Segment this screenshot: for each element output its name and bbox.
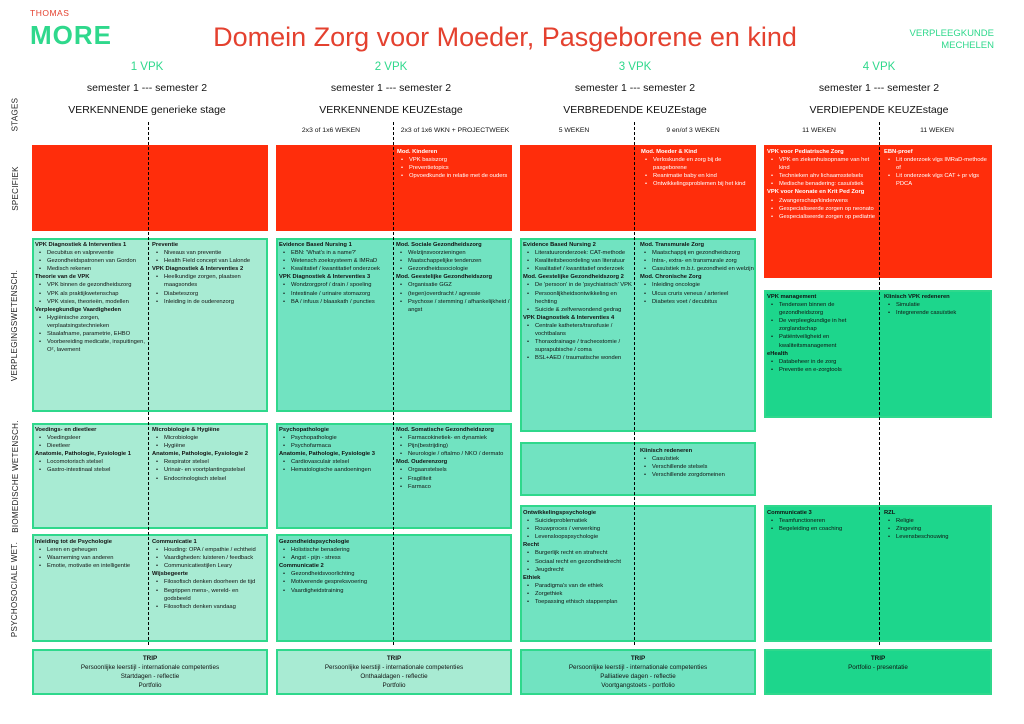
- course-topic-list: [152, 458, 266, 482]
- course-topic-list: [640, 281, 754, 305]
- course-heading: Communicatie 3: [767, 510, 812, 516]
- col-weeks-3-right: 9 en/of 3 WEKEN: [666, 127, 720, 134]
- col-weeks-4-left: 11 WEKEN: [802, 127, 836, 134]
- course-topic-list: [767, 156, 881, 188]
- course-heading: VPK Diagnostiek & Interventies 3: [279, 274, 371, 281]
- course-topic: • VPK basiszorg: [397, 156, 510, 164]
- course-topic: • Wetensch zoeksysteem & IMRaD: [279, 257, 392, 265]
- section-verpleging-c2r: [396, 241, 510, 314]
- course-heading: Gezondheidspsychologie: [279, 539, 350, 545]
- course-topic: • Patiëntveiligheid en kwaliteitsmanagement: [767, 333, 880, 349]
- course-heading: Wijsbegeerte: [152, 571, 189, 578]
- course-topic: • Verschillende zorgdomeinen: [640, 471, 754, 479]
- course-topic: • Emotie, motivatie en intelligentie: [35, 562, 148, 570]
- specifiek-box-1: [32, 145, 268, 231]
- trip-box-1: [32, 649, 268, 695]
- section-specifiek-c4r: [884, 148, 990, 188]
- course-topic: • Diabetes voet / decubitus: [640, 298, 754, 306]
- course-topic: • Medische benadering: casuïstiek: [767, 180, 881, 188]
- course-heading: Mod. Kinderen: [397, 149, 438, 155]
- col-weeks-2-right: 2x3 of 1x6 WKN + PROJECTWEEK: [400, 127, 510, 134]
- course-topic: • Religie: [884, 517, 990, 525]
- course-topic: • Tendensen binnen de gezondheidszorg: [767, 301, 880, 317]
- course-topic: • Farmaco: [396, 483, 510, 491]
- course-heading: VPK management: [767, 294, 817, 300]
- course-topic: • Gespecialiseerde zorgen op pediatrie: [767, 213, 881, 221]
- course-topic: • BSL+AED / traumatische wonden: [523, 354, 636, 362]
- col-semester-2: semester 1 --- semester 2: [330, 82, 452, 94]
- course-topic: • Maatschappij en gezondheidszorg: [640, 249, 754, 257]
- section-psychosociaal-c2l: [279, 538, 392, 595]
- course-heading: Mod. Moeder & Kind: [641, 149, 698, 155]
- course-topic-list: [640, 249, 754, 273]
- course-topic-list: [523, 322, 636, 362]
- course-topic-list: [396, 281, 510, 313]
- section-biomedisch-c1l: [35, 426, 148, 475]
- logo-big-text: MORE: [30, 20, 112, 50]
- course-topic: • Ontwikkelingsproblemen bij het kind: [641, 180, 754, 188]
- section-verpleging-c3l: [523, 241, 636, 362]
- course-topic: • Endocrinologisch stelsel: [152, 475, 266, 483]
- trip-title-2: TRIP: [386, 655, 402, 662]
- course-topic: • Psychofarmaca: [279, 442, 392, 450]
- course-topic-list: [884, 156, 990, 188]
- row-label-psychosociaal: PSYCHOSOCIALE WET.: [10, 541, 20, 637]
- col-weeks-2-left: 2x3 of 1x6 WEKEN: [301, 127, 361, 134]
- course-topic: • Jeugdrecht: [523, 566, 636, 574]
- course-topic-list: [279, 281, 392, 305]
- course-topic: • Angst - pijn - stress: [279, 554, 392, 562]
- course-topic: • Integrerende casuïstiek: [884, 309, 990, 317]
- course-heading: Anatomie, Pathologie, Fysiologie 1: [35, 451, 131, 458]
- course-topic-list: [279, 546, 392, 562]
- course-topic: • Organisatie GGZ: [396, 281, 510, 289]
- course-topic: • Welzijnsvoorzieningen: [396, 249, 510, 257]
- trip-box-4: [764, 649, 992, 695]
- trip-line: Persoonlijke leerstijl - internationale competenties: [324, 664, 464, 671]
- thomas-more-logo: [30, 8, 120, 58]
- course-topic: • Waarneming van anderen: [35, 554, 148, 562]
- course-heading: Evidence Based Nursing 2: [523, 242, 596, 248]
- course-heading: Ontwikkelingspsychologie: [523, 510, 597, 516]
- course-topic-list: [523, 517, 636, 541]
- col-stage-2: VERKENNENDE KEUZEstage: [319, 104, 463, 116]
- course-topic: • Preventietopics: [397, 164, 510, 172]
- row-label-specifiek: SPECIFIEK: [10, 166, 20, 211]
- col-head-1: 1 VPK: [130, 61, 164, 73]
- course-topic-list: [152, 434, 266, 450]
- col-stage-3: VERBREDENDE KEUZEstage: [563, 104, 707, 116]
- course-topic: • Voedingsleer: [35, 434, 148, 442]
- course-topic: • Vaardigheden: luisteren / feedback: [152, 554, 266, 562]
- course-heading: Klinisch redeneren: [640, 448, 693, 454]
- semester-divider-3: [634, 122, 635, 645]
- course-topic: • Zorgethiek: [523, 590, 636, 598]
- course-topic: • Dieetleer: [35, 442, 148, 450]
- course-topic: • Zwangerschap/kinderwens: [767, 197, 881, 205]
- trip-line: Portfolio: [382, 682, 406, 689]
- course-topic-list: [35, 546, 148, 570]
- course-topic-list: [396, 466, 510, 490]
- col-stage-1: VERKENNENDE generieke stage: [68, 104, 226, 116]
- course-topic: • De 'persoon' in de 'psychiatrisch' VPK: [523, 281, 636, 289]
- course-topic: • Inleiding in de ouderenzorg: [152, 298, 266, 306]
- course-topic-list: [397, 156, 510, 180]
- trip-line: Palliatieve dagen - reflectie: [600, 673, 676, 680]
- course-topic: • Cardiovasculair stelsel: [279, 458, 392, 466]
- course-topic-list: [35, 434, 148, 450]
- course-topic: • Leren en geheugen: [35, 546, 148, 554]
- course-topic-list: [396, 434, 510, 458]
- course-topic: • Respirator stelsel: [152, 458, 266, 466]
- course-heading: Mod. Sociale Gezondheidszorg: [396, 242, 482, 248]
- course-topic: • Verschillende stelsels: [640, 463, 754, 471]
- course-heading: VPK Diagnostiek & Interventies 2: [152, 266, 244, 273]
- course-topic: • Diabeteszorg: [152, 290, 266, 298]
- course-topic: • Simulatie: [884, 301, 990, 309]
- trip-line: Portfolio - presentatie: [848, 664, 908, 671]
- section-specifiek-c3r: [641, 148, 754, 188]
- course-topic: • Filosofisch denken vandaag: [152, 603, 266, 611]
- course-topic: • Gezondheidspatronen van Gordon: [35, 257, 148, 265]
- trip-title-3: TRIP: [630, 655, 646, 662]
- section-psychosociaal-c4l: [767, 509, 880, 533]
- section-verpleging-c3r: [640, 241, 754, 306]
- section-verpleging-c2l: [279, 241, 392, 306]
- course-topic: • Motiverende gespreksvoering: [279, 578, 392, 586]
- course-topic-list: [396, 249, 510, 273]
- section-biomedisch-c3r: [640, 447, 754, 479]
- section-psychosociaal-c1r: [152, 538, 266, 611]
- trip-title-4: TRIP: [870, 655, 886, 662]
- course-topic: • Hygiëne: [152, 442, 266, 450]
- course-heading: VPK voor Neonate en Krit Ped Zorg: [767, 189, 865, 196]
- course-topic: • Medisch rekenen: [35, 265, 148, 273]
- trip-box-2: [276, 649, 512, 695]
- trip-line: Onthaaldagen - reflectie: [360, 673, 428, 680]
- trip-title-1: TRIP: [142, 655, 158, 662]
- course-topic-list: [152, 546, 266, 570]
- course-topic-list: [279, 458, 392, 474]
- course-topic: • Neurologie / oftalmo / NKO / dermato: [396, 450, 510, 458]
- course-topic: • Suicide & zelfverwondend gedrag: [523, 306, 636, 314]
- course-topic: • Sociaal recht en gezondheidrecht: [523, 558, 636, 566]
- course-topic: • Begeleiding en coaching: [767, 525, 880, 533]
- course-topic: • Casuïstiek: [640, 455, 754, 463]
- course-topic: • (tegen)overdracht / agressie: [396, 290, 510, 298]
- course-topic-list: [279, 570, 392, 594]
- course-topic: • Communicatiestijlen Leary: [152, 562, 266, 570]
- course-topic: • Hygiënische zorgen, verplaatsingstechnieken: [35, 314, 148, 330]
- row-label-stages: STAGES: [10, 97, 20, 131]
- course-topic: • EBN: 'What's in a name?': [279, 249, 392, 257]
- course-topic: • Kwaliteitsbeoordeling van literatuur: [523, 257, 636, 265]
- section-psychosociaal-c3l: [523, 509, 636, 606]
- section-verpleging-c4r: [884, 293, 990, 317]
- page-title: Domein Zorg voor Moeder, Pasgeborene en kind: [213, 22, 797, 52]
- course-topic: • Maatschappelijke tendenzen: [396, 257, 510, 265]
- course-heading: VPK Diagnostiek & Interventies 4: [523, 314, 615, 321]
- course-heading: Evidence Based Nursing 1: [279, 242, 352, 248]
- course-topic-list: [523, 249, 636, 273]
- col-head-4: 4 VPK: [862, 61, 896, 73]
- course-topic: • Gezondheidssociologie: [396, 265, 510, 273]
- course-heading: Mod. Ouderenzorg: [396, 459, 448, 466]
- row-label-biomedisch: BIOMEDISCHE WETENSCH.: [10, 419, 20, 533]
- course-heading: Ethiek: [523, 574, 541, 581]
- course-heading: Anatomie, Pathologie, Fysiologie 2: [152, 451, 248, 458]
- course-topic: • Rouwproces / verwerking: [523, 525, 636, 533]
- course-heading: Verpleegkundige Vaardigheden: [35, 306, 122, 313]
- course-topic: • Lit onderzoek vlgs CAT + pr vlgs PDCA: [884, 172, 990, 188]
- course-heading: VPK voor Pediatrische Zorg: [767, 149, 844, 155]
- course-topic-list: [35, 249, 148, 273]
- course-topic-list: [523, 549, 636, 573]
- course-topic: • Pijn(bestrijding): [396, 442, 510, 450]
- course-topic: • Holistische benadering: [279, 546, 392, 554]
- course-topic: • Suicideproblematiek: [523, 517, 636, 525]
- section-biomedisch-c2l: [279, 426, 392, 475]
- course-topic: • Levensbeschouwing: [884, 533, 990, 541]
- course-topic: • Begrippen mens-, wereld- en godsbeeld: [152, 587, 266, 603]
- course-topic: • Paradigma's van de ethiek: [523, 582, 636, 590]
- course-topic: • Gespecialiseerde zorgen op neonato: [767, 205, 881, 213]
- course-topic: • Fragiliteit: [396, 475, 510, 483]
- course-heading: Recht: [523, 542, 540, 549]
- course-heading: Mod. Geestelijke Gezondheidszorg 2: [523, 274, 624, 281]
- course-topic: • Kwalitatief / kwantitatief onderzoek: [523, 265, 636, 273]
- course-topic-list: [152, 578, 266, 610]
- course-heading: Klinisch VPK redeneren: [884, 294, 950, 300]
- trip-line: Persoonlijke leerstijl - internationale competenties: [80, 664, 220, 671]
- col-head-2: 2 VPK: [374, 61, 408, 73]
- course-topic: • Kwalitatief / kwantitatief onderzoek: [279, 265, 392, 273]
- course-topic-list: [35, 458, 148, 474]
- course-topic-list: [884, 517, 990, 541]
- course-topic-list: [35, 281, 148, 305]
- course-topic: • Health Field concept van Lalonde: [152, 257, 266, 265]
- course-topic-list: [35, 314, 148, 354]
- course-topic: • Technieken ahv lichaamsstelsels: [767, 172, 881, 180]
- course-topic: • Gastro-intestinaal stelsel: [35, 466, 148, 474]
- row-label-verpleging: VERPLEGINGSWETENSCH.: [10, 269, 20, 382]
- course-topic-list: [523, 582, 636, 606]
- course-topic: • Levensloopspsychologie: [523, 533, 636, 541]
- course-topic-list: [640, 455, 754, 479]
- course-topic: • Voorbereiding medicatie, inspuitingen, O², lavement: [35, 338, 148, 354]
- course-topic: • Reanimatie baby en kind: [641, 172, 754, 180]
- course-topic-list: [152, 273, 266, 305]
- course-topic: • Casuïstiek m.b.t. gezondheid en welzijn: [640, 265, 754, 273]
- col-semester-4: semester 1 --- semester 2: [818, 82, 940, 94]
- course-topic-list: [152, 249, 266, 265]
- course-topic-list: [884, 301, 990, 317]
- corner-line-1: VERPLEEGKUNDE: [909, 28, 994, 39]
- course-heading: Communicatie 1: [152, 539, 197, 545]
- course-heading: Mod. Geestelijke Gezondheidszorg: [396, 274, 492, 281]
- course-topic-list: [279, 249, 392, 273]
- section-specifiek-c4l: [767, 148, 881, 221]
- course-topic: • De verpleegkundige in het zorglandschap: [767, 317, 880, 333]
- course-topic: • VPK als praktijkwetenschap: [35, 290, 148, 298]
- course-topic: • Staalafname, parametrie, EHBO: [35, 330, 148, 338]
- section-verpleging-c1r: [152, 241, 266, 306]
- col-stage-4: VERDIEPENDE KEUZEstage: [809, 104, 949, 116]
- course-topic: • Heelkundige zorgen, plaatsen maagsondes: [152, 273, 266, 289]
- course-topic: • Persoonlijkheidsontwikkeling en hechting: [523, 290, 636, 306]
- section-specifiek-c2r: [397, 148, 510, 180]
- section-verpleging-c4l: [767, 293, 880, 374]
- course-topic: • Verloskunde en zorg bij de pasgeborene: [641, 156, 754, 172]
- section-biomedisch-c2r: [396, 426, 510, 491]
- course-topic: • Orgaanstelsels: [396, 466, 510, 474]
- course-topic-list: [767, 358, 880, 374]
- course-topic: • Microbiologie: [152, 434, 266, 442]
- course-topic: • Intra-, extra- en transmurale zorg: [640, 257, 754, 265]
- course-topic-list: [767, 517, 880, 533]
- course-topic: • Hematologische aandoeningen: [279, 466, 392, 474]
- course-heading: Preventie: [152, 242, 179, 248]
- course-topic: • Farmacokinetiek- en dynamiek: [396, 434, 510, 442]
- course-heading: Voedings- en dieetleer: [35, 427, 97, 433]
- course-topic-list: [279, 434, 392, 450]
- section-psychosociaal-c4r: [884, 509, 990, 541]
- course-topic: • Ulcus cruris veneus / arterieel: [640, 290, 754, 298]
- course-topic: • VPK binnen de gezondheidszorg: [35, 281, 148, 289]
- logo-small-text: THOMAS: [30, 8, 70, 18]
- col-weeks-4-right: 11 WEKEN: [920, 127, 954, 134]
- course-topic: • Zingeving: [884, 525, 990, 533]
- course-topic: • Urinair- en voortplantingsstelsel: [152, 466, 266, 474]
- semester-divider-2: [393, 122, 394, 645]
- trip-line: Voortgangstoets - portfolio: [601, 682, 675, 689]
- course-heading: Theorie van de VPK: [35, 274, 90, 281]
- col-semester-3: semester 1 --- semester 2: [574, 82, 696, 94]
- course-topic: • Toepassing ethisch stappenplan: [523, 598, 636, 606]
- course-topic-list: [767, 197, 881, 221]
- trip-line: Persoonlijke leerstijl - internationale competenties: [568, 664, 708, 671]
- corner-line-2: MECHELEN: [941, 40, 994, 51]
- course-topic-list: [641, 156, 754, 188]
- course-topic: • Teamfunctioneren: [767, 517, 880, 525]
- course-topic: • Houding: OPA / empathie / echtheid: [152, 546, 266, 554]
- course-topic: • Psychopathologie: [279, 434, 392, 442]
- section-biomedisch-c1r: [152, 426, 266, 483]
- course-heading: VPK Diagnostiek & Interventies 1: [35, 242, 127, 248]
- course-heading: Communicatie 2: [279, 563, 324, 570]
- course-topic: • Burgerlijk recht en strafrecht: [523, 549, 636, 557]
- corner-label: [866, 28, 994, 52]
- course-topic: • Filosofisch denken doorheen de tijd: [152, 578, 266, 586]
- course-topic: • Databeheer in de zorg: [767, 358, 880, 366]
- trip-box-3: [520, 649, 756, 695]
- semester-divider-4: [879, 122, 880, 645]
- course-topic-list: [767, 301, 880, 350]
- course-topic: • BA / infuus / blaaskath / puncties: [279, 298, 392, 306]
- course-topic: • Wondzorgprof / drain / spoeling: [279, 281, 392, 289]
- course-heading: Mod. Chronische Zorg: [640, 274, 702, 281]
- course-heading: Anatomie, Pathologie, Fysiologie 3: [279, 451, 375, 458]
- course-topic: • Thoraxdrainage / tracheostomie / suprapubische / coma: [523, 338, 636, 354]
- course-heading: Mod. Somatische Gezondheidszorg: [396, 427, 494, 433]
- course-topic: • Literatuuronderzoek: CAT-methode: [523, 249, 636, 257]
- trip-line: Startdagen - reflectie: [120, 673, 180, 680]
- course-topic: • Gezondheidsvoorlichting: [279, 570, 392, 578]
- course-heading: EBN-proef: [884, 149, 913, 155]
- course-topic: • VPK visies, theorieën, modellen: [35, 298, 148, 306]
- course-heading: eHealth: [767, 350, 788, 357]
- course-topic: • Preventie en e-zorgtools: [767, 366, 880, 374]
- course-topic: • Locomotorisch stelsel: [35, 458, 148, 466]
- col-semester-1: semester 1 --- semester 2: [86, 82, 208, 94]
- course-heading: RZL: [884, 510, 896, 516]
- section-psychosociaal-c1l: [35, 538, 148, 570]
- course-topic: • Lit onderzoek vlgs IMRaD-methode of: [884, 156, 990, 172]
- semester-divider-1: [148, 122, 149, 645]
- course-heading: Inleiding tot de Psychologie: [35, 539, 112, 545]
- trip-line: Portfolio: [138, 682, 162, 689]
- course-heading: Psychopathologie: [279, 427, 329, 433]
- col-weeks-3-left: 5 WEKEN: [558, 127, 590, 134]
- course-topic: • Niveaus van preventie: [152, 249, 266, 257]
- section-verpleging-c1l: [35, 241, 148, 354]
- course-heading: Microbiologie & Hygiëne: [152, 427, 220, 433]
- course-topic: • VPK en ziekenhuisopname van het kind: [767, 156, 881, 172]
- course-topic: • Inleiding oncologie: [640, 281, 754, 289]
- col-head-3: 3 VPK: [618, 61, 652, 73]
- course-topic-list: [523, 281, 636, 313]
- course-topic: • Opvoedkunde in relatie met de ouders: [397, 172, 510, 180]
- course-heading: Mod. Transmurale Zorg: [640, 242, 705, 248]
- course-topic: • Vaardigheidstraining: [279, 587, 392, 595]
- course-topic: • Psychose / stemming / afhankelijkheid / angst: [396, 298, 510, 314]
- course-topic: • Intestinale / urinaire stomazorg: [279, 290, 392, 298]
- course-topic: • Decubitus en valpreventie: [35, 249, 148, 257]
- course-topic: • Centrale katheters/transfusie / vochtbalans: [523, 322, 636, 338]
